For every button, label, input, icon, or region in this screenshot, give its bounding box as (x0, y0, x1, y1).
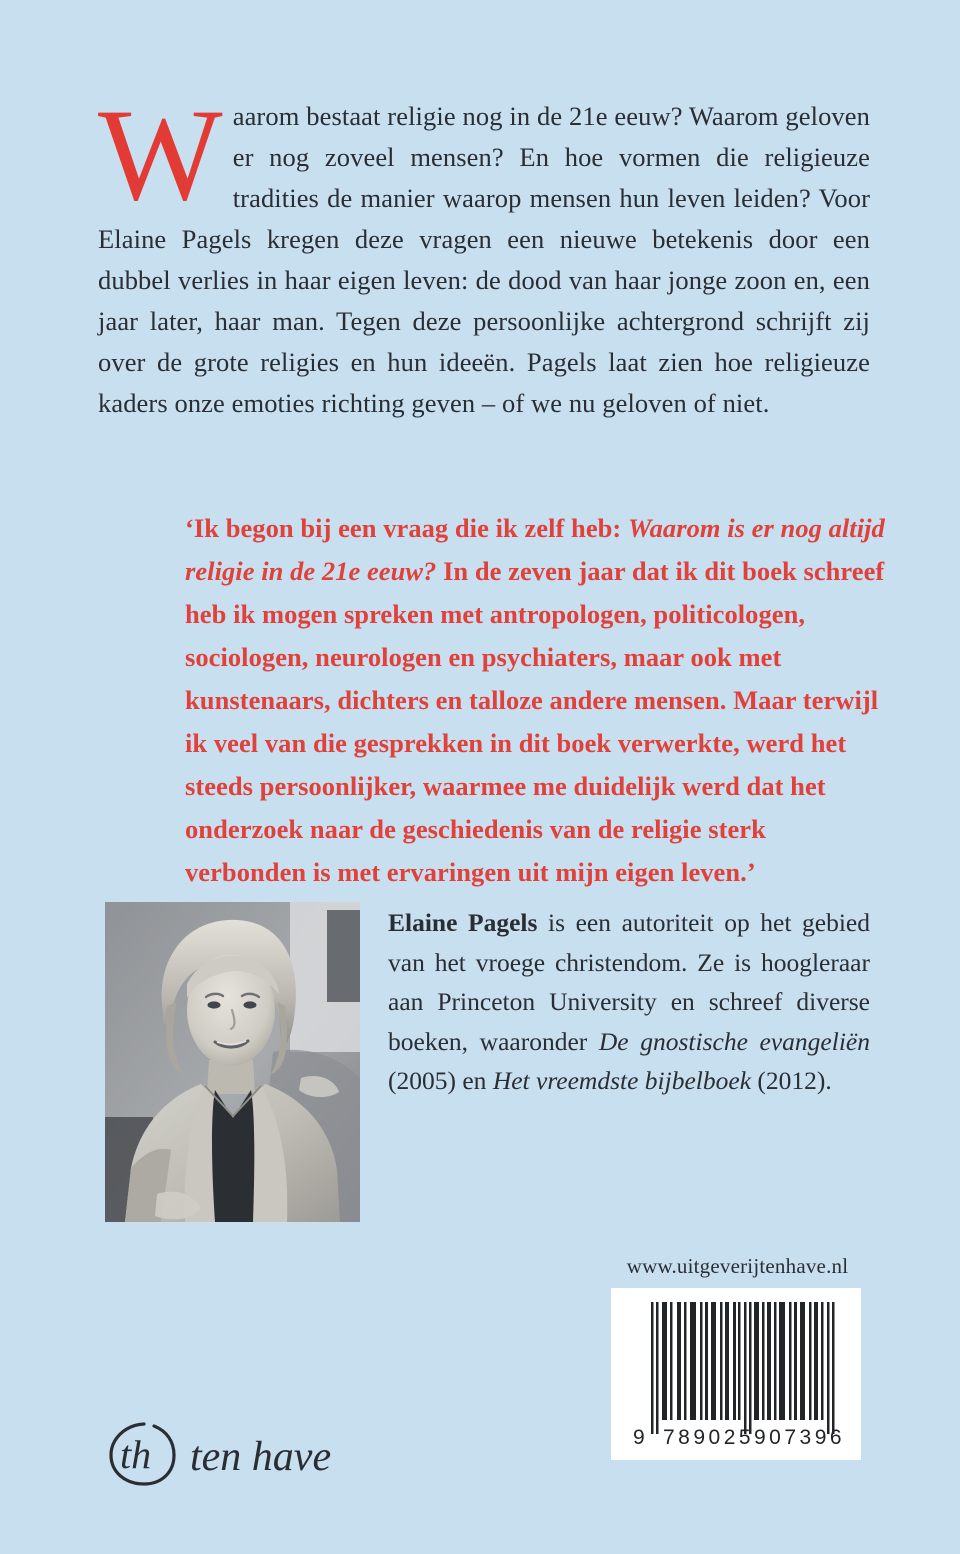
author-biography (388, 903, 870, 1101)
publisher-mark-text: th (120, 1432, 152, 1477)
book-title-2: Het vreemdste bijbelboek (492, 1066, 752, 1095)
barcode-left-group: 789025 (663, 1426, 755, 1449)
publisher-name-text: ten have (190, 1434, 332, 1480)
book-year-1: (2005) en (388, 1066, 493, 1095)
author-section (105, 902, 870, 1227)
author-bio-text (388, 903, 870, 1101)
barcode-right-group: 907396 (754, 1426, 846, 1449)
author-bio-part1: is een autoriteit op het gebied van het vroege christendom. Ze is hoogleraar aan Princeton University en schreef diverse boeken, waaronder (388, 908, 870, 1056)
drop-cap-letter: W (98, 81, 223, 228)
pull-quote-lead: ‘Ik begon bij een vraag die ik zelf heb: (185, 512, 628, 543)
blurb-paragraph (98, 81, 870, 424)
book-year-2: (2012). (751, 1066, 832, 1095)
author-portrait-photo (105, 902, 360, 1222)
author-pull-quote (185, 507, 885, 894)
pull-quote-italic-question: Waarom is er nog altijd religie in de 21e eeuw? (185, 512, 885, 586)
publisher-logo (104, 1414, 334, 1492)
publisher-website-url[interactable]: www.uitgeverijtenhave.nl (626, 1254, 849, 1278)
barcode-lead-digit: 9 (633, 1426, 645, 1449)
blurb-text: aarom bestaat religie nog in de 21e eeuw? Waarom geloven er nog zoveel mensen? En hoe vormen die religieuze tradities de manier waarop mensen hun leven leiden? Voor Elaine Pagels kregen deze vragen een nieuwe betekenis door een dubbel verlies in haar eigen leven: de dood van haar jonge zoon en, een jaar later, haar man. Tegen deze persoonlijke achtergrond schrijft zij over de grote religies en hun ideeën. Pagels laat zien hoe religieuze kaders onze emoties richting geven – of we nu geloven of niet. (98, 101, 870, 418)
isbn-barcode (611, 1288, 861, 1460)
pull-quote-rest: In de zeven jaar dat ik dit boek schreef heb ik mogen spreken met antropologen, politicologen, sociologen, neurologen en psychiaters, maar ook met kunstenaars, dichters en talloze andere mensen. Maar terwijl ik veel van die gesprekken in dit boek verwerkte, werd het steeds persoonlijker, waarmee me duidelijk werd dat het onderzoek naar de geschiedenis van de religie sterk verbonden is met ervaringen uit mijn eigen leven.’ (185, 555, 885, 887)
pull-quote-text (185, 507, 885, 894)
author-name: Elaine Pagels (388, 908, 538, 937)
book-title-1: De gnostische evangeliën (598, 1026, 870, 1056)
